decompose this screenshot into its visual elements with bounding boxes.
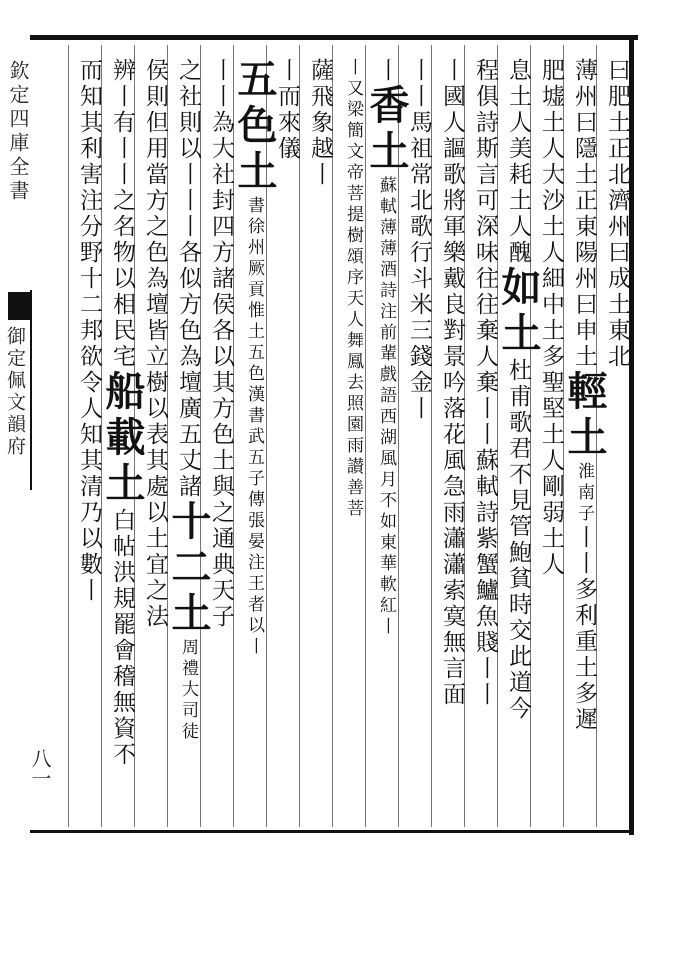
body-text: 息土人美耗土人醜 xyxy=(505,58,531,266)
body-text: 丨丨馬祖常北歌行斗米三錢金丨 xyxy=(406,58,432,422)
text-column xyxy=(495,58,542,722)
citation-text: 丨又梁簡文帝菩提樹頌序天人舞鳳去照園雨讃善菩 xyxy=(343,58,363,520)
body-text: 丨丨為大社封四方諸侯各以其方色土與之通典天子 xyxy=(208,58,234,630)
entry-headword: 五色土 xyxy=(231,58,278,196)
body-text: 丨 xyxy=(373,58,399,84)
body-text: 薄州曰隱土正東陽州曰申土 xyxy=(571,58,597,370)
citation-text: 書徐州厥貢惟土五色漢書武五子傳張晏注王者以丨 xyxy=(244,196,264,658)
body-text: 曰肥土正北濟州曰成土東北 xyxy=(604,58,630,370)
body-text: 之社則以丨丨丨各似方色為壇廣五丈諸 xyxy=(175,58,201,500)
citation-text: 周禮大司徒 xyxy=(178,638,198,743)
citation-text: 蘇軾薄薄酒詩注前輩戲語西湖風月不如東華軟紅丨 xyxy=(376,176,396,638)
body-text: 丨丨多利重土多遲 xyxy=(571,525,597,733)
entry-headword: 船載土 xyxy=(99,370,146,508)
text-column xyxy=(363,58,410,638)
body-text: 杜甫歌君不見管鮑貧時交此道今 xyxy=(505,358,531,722)
body-text: 而知其利害注分野十二邦 xyxy=(76,58,102,344)
body-text: 辨丨有丨丨之名物以相民宅 xyxy=(109,58,135,370)
body-text: 白帖洪規罷會稽無資不 xyxy=(109,508,135,768)
text-column xyxy=(336,58,370,520)
text-column xyxy=(231,58,278,658)
page-number: 八一 xyxy=(28,748,52,788)
margin-bracket xyxy=(30,290,36,490)
text-column xyxy=(165,58,212,743)
body-text: 欲令人知其清乃以數丨 xyxy=(76,344,102,604)
text-column xyxy=(72,58,106,604)
column-rule xyxy=(68,45,69,827)
fish-tail-mark xyxy=(8,292,30,320)
text-column xyxy=(561,58,608,733)
body-text: 肥墟土人大沙土人細 xyxy=(538,58,564,292)
body-text: 中土多聖堅土人剛弱土人 xyxy=(538,292,564,578)
text-column xyxy=(99,58,146,768)
body-text: 侯則但用當方之色為壇皆立樹以表其處 xyxy=(142,58,168,500)
column-rule xyxy=(299,45,300,827)
text-column xyxy=(435,58,469,708)
section-title: 御定佩文韻府 xyxy=(4,326,26,458)
body-text: 丨而來儀 xyxy=(274,58,300,162)
entry-headword: 輕土 xyxy=(561,370,608,462)
body-text: 薩飛象越丨 xyxy=(307,58,333,188)
text-column xyxy=(468,58,502,708)
body-text: 丨國人謳歌將軍樂戴良對景吟落花風急雨瀟瀟索寞無言面 xyxy=(439,58,465,708)
text-column xyxy=(600,58,634,370)
body-text: 以土宜之法 xyxy=(142,500,168,630)
entry-headword: 十二土 xyxy=(165,500,212,638)
text-column xyxy=(138,58,172,630)
entry-headword: 香土 xyxy=(363,84,410,176)
body-text: 人棄丨丨蘇軾詩紫蟹鱸魚賤丨丨 xyxy=(472,344,498,708)
book-title: 欽定四庫全書 xyxy=(6,60,30,204)
entry-headword: 如土 xyxy=(495,266,542,358)
body-text: 程俱詩斯言可深味往往棄 xyxy=(472,58,498,344)
page-frame-top xyxy=(30,35,638,40)
citation-text: 淮南子 xyxy=(574,462,594,525)
page-frame-bottom xyxy=(30,830,634,833)
text-column xyxy=(303,58,337,188)
